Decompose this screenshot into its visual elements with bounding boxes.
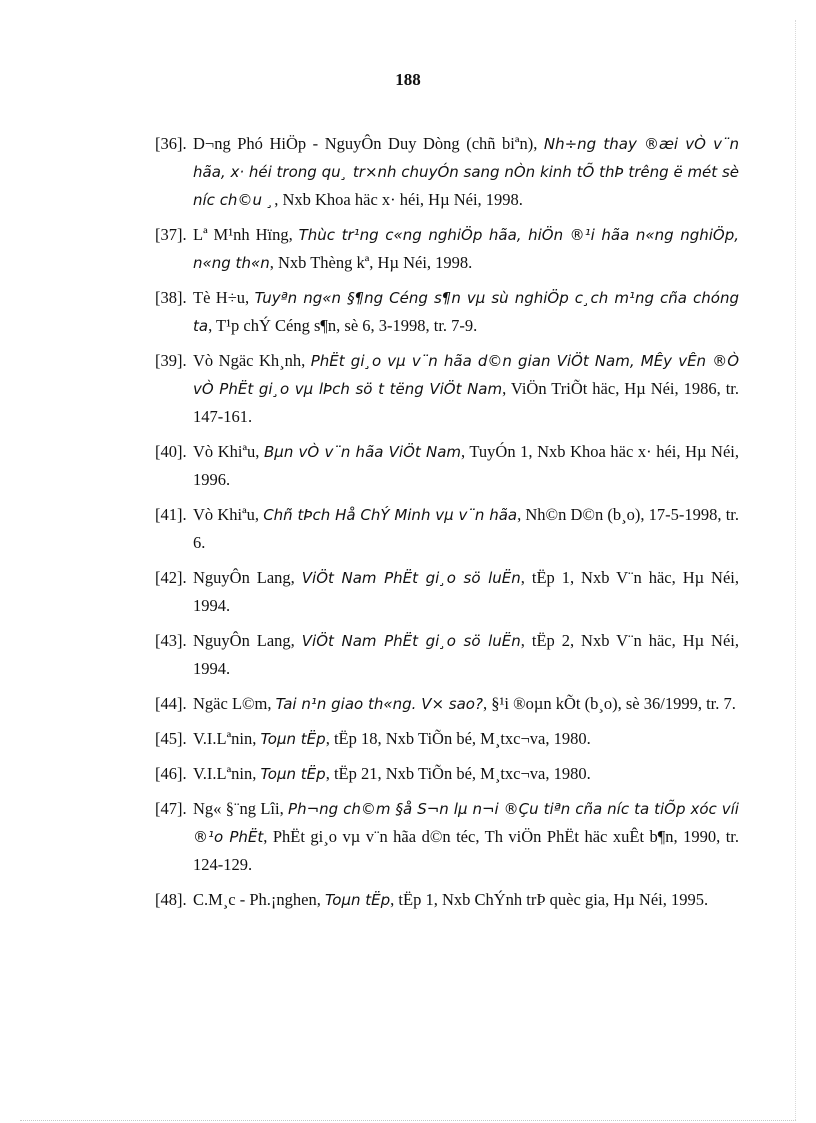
reference-title: Bµn vÒ v¨n hãa ViÖt Nam	[264, 443, 462, 461]
reference-publication: , tËp 1, Nxb V¨n häc, Hµ Néi, 1994.	[193, 568, 740, 615]
page-bottom-border	[20, 1120, 796, 1121]
reference-publication: , tËp 21, Nxb TiÕn bé, M¸txc¬va, 1980.	[325, 764, 591, 783]
reference-number: [44].	[155, 694, 187, 713]
reference-author: Ng« §¨ng Lîi,	[193, 799, 289, 818]
reference-title: PhËt gi¸o vµ v¨n hãa d©n gian ViÖt Nam, MÊy vÊn ®Ò vÒ PhËt gi¸o vµ lÞch sö t tëng ViÖt Nam	[193, 352, 739, 398]
reference-item	[155, 760, 739, 788]
reference-author: D¬ng Phó HiÖp - NguyÔn Duy Dòng (chñ biªn),	[193, 134, 544, 153]
reference-publication: , PhËt gi¸o vµ v¨n hãa d©n téc, Th viÖn PhËt häc xuÊt b¶n, 1990, tr. 124-129.	[193, 827, 739, 874]
reference-number: [40].	[155, 442, 187, 461]
page-number: 188	[395, 70, 421, 89]
reference-number: [43].	[155, 631, 187, 650]
reference-list	[155, 130, 739, 921]
reference-author: NguyÔn Lang,	[193, 631, 302, 650]
reference-item	[155, 284, 739, 340]
reference-publication: , Nxb Khoa häc x· héi, Hµ Néi, 1998.	[274, 190, 523, 209]
reference-item	[155, 886, 739, 914]
reference-author: Tè H÷u,	[193, 288, 255, 307]
reference-item	[155, 795, 739, 879]
reference-title: Thùc tr¹ng c«ng nghiÖp hãa, hiÖn ®¹i hãa n«ng nghiÖp, n«ng th«n	[193, 226, 739, 272]
reference-author: Ngäc L©m,	[193, 694, 276, 713]
reference-number: [39].	[155, 351, 187, 370]
reference-title: Ph¬ng ch©m §å S¬n lµ n¬i ®Çu tiªn cña níc ta tiÕp xóc víi ®¹o PhËt	[193, 800, 739, 846]
reference-publication: , Nxb Thèng kª, Hµ Néi, 1998.	[269, 253, 473, 272]
reference-title: Toµn tËp	[260, 765, 326, 783]
page-right-border	[795, 20, 796, 1120]
reference-number: [47].	[155, 799, 187, 818]
reference-author: V.I.Lªnin,	[193, 764, 261, 783]
reference-publication: , §¹i ®oµn kÕt (b¸o), sè 36/1999, tr. 7.	[482, 694, 736, 713]
reference-number: [37].	[155, 225, 187, 244]
reference-number: [38].	[155, 288, 187, 307]
reference-publication: , tËp 1, Nxb ChÝnh trÞ quèc gia, Hµ Néi, 1995.	[390, 890, 709, 909]
reference-title: ViÖt Nam PhËt gi¸o sö luËn	[301, 569, 521, 587]
reference-publication: , TuyÓn 1, Nxb Khoa häc x· héi, Hµ Néi, 1996.	[193, 442, 740, 489]
reference-item	[155, 690, 739, 718]
reference-number: [46].	[155, 764, 187, 783]
reference-number: [48].	[155, 890, 187, 909]
reference-number: [42].	[155, 568, 187, 587]
reference-item	[155, 130, 739, 214]
reference-publication: , tËp 2, Nxb V¨n häc, Hµ Néi, 1994.	[193, 631, 740, 678]
reference-author: C.M¸c - Ph.¡nghen,	[193, 890, 325, 909]
reference-publication: , ViÖn TriÕt häc, Hµ Néi, 1986, tr. 147-161.	[193, 379, 739, 426]
reference-number: [45].	[155, 729, 187, 748]
reference-number: [41].	[155, 505, 187, 524]
reference-author: Lª M¹nh Hïng,	[193, 225, 299, 244]
reference-author: Vò Khiªu,	[193, 505, 264, 524]
reference-author: NguyÔn Lang,	[193, 568, 302, 587]
reference-item	[155, 438, 739, 494]
reference-title: Chñ tÞch Hå ChÝ Minh vµ v¨n hãa	[263, 506, 518, 524]
reference-title: ViÖt Nam PhËt gi¸o sö luËn	[301, 632, 521, 650]
reference-author: Vò Ngäc Kh¸nh,	[193, 351, 311, 370]
reference-title: Toµn tËp	[324, 891, 391, 909]
reference-item	[155, 725, 739, 753]
reference-publication: , Nh©n D©n (b¸o), 17-5-1998, tr. 6.	[193, 505, 740, 552]
reference-item	[155, 347, 739, 431]
reference-item	[155, 501, 739, 557]
reference-title: Tai n¹n giao th«ng. V× sao?	[275, 695, 483, 713]
reference-publication: , T¹p chÝ Céng s¶n, sè 6, 3-1998, tr. 7-9.	[208, 316, 478, 335]
reference-author: Vò Khiªu,	[193, 442, 264, 461]
reference-number: [36].	[155, 134, 187, 153]
reference-author: V.I.Lªnin,	[193, 729, 261, 748]
reference-item	[155, 627, 739, 683]
reference-title: Nh÷ng thay ®æi vÒ v¨n hãa, x· héi trong qu¸ tr×nh chuyÓn sang nÒn kinh tÕ thÞ trêng ë mét sè níc ch©u ¸	[193, 135, 740, 209]
reference-publication: , tËp 18, Nxb TiÕn bé, M¸txc¬va, 1980.	[325, 729, 591, 748]
reference-item	[155, 221, 739, 277]
reference-title: Tuyªn ng«n §¶ng Céng s¶n vµ sù nghiÖp c¸ch m¹ng cña chóng ta	[193, 289, 739, 335]
reference-title: Toµn tËp	[260, 730, 326, 748]
reference-item	[155, 564, 739, 620]
